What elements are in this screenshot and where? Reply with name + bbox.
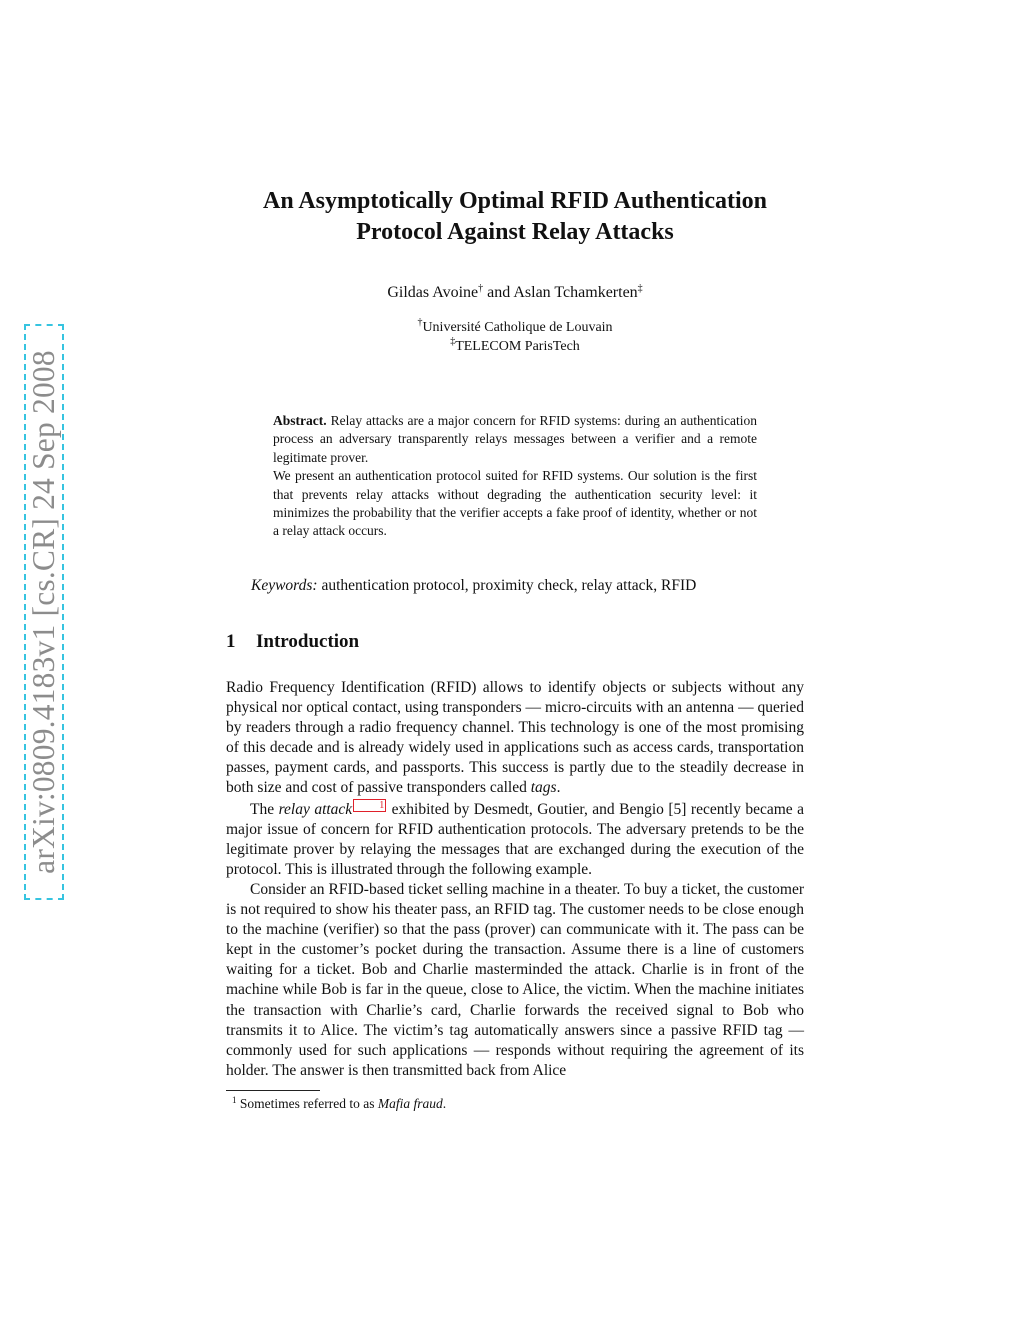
author-2-mark: ‡ (637, 283, 643, 294)
abstract-para-1 (273, 412, 757, 467)
author-1-mark: † (478, 283, 484, 294)
paragraph-2-emphasis: relay attack (278, 800, 353, 818)
affiliation-1-mark: † (417, 317, 423, 328)
paragraph-1 (226, 678, 804, 799)
footnote-text: Sometimes referred to as (239, 1096, 378, 1111)
paragraph-1-end: . (556, 779, 561, 797)
section-number: 1 (226, 631, 236, 652)
footnote-mark: 1 (232, 1095, 237, 1105)
keywords-label: Keywords: (251, 577, 318, 594)
abstract (273, 412, 757, 541)
affiliation-2-name: TELECOM ParisTech (455, 339, 580, 354)
footnote-rule (226, 1090, 320, 1091)
abstract-label: Abstract. (273, 413, 327, 428)
affiliation-2-mark: ‡ (450, 336, 456, 347)
author-2: Aslan Tchamkerten (513, 284, 638, 301)
footnote-end: . (442, 1096, 447, 1111)
section-heading (226, 631, 359, 653)
title-line-2: Protocol Against Relay Attacks (356, 219, 674, 245)
section-title: Introduction (256, 631, 360, 652)
title-line-1: An Asymptotically Optimal RFID Authentication (262, 188, 768, 214)
abstract-para-2: We present an authentication protocol suited for RFID systems. Our solution is the first that prevents relay attacks without degrading the authentication security level: it minimizes the probability that the verifier accepts a fake proof of identity, whether or not a relay attack occurs. (273, 468, 757, 539)
affiliation-1 (200, 317, 830, 336)
paper-title (200, 186, 830, 248)
paragraph-1-text: Radio Frequency Identification (RFID) allows to identify objects or subjects without any physical nor optical contact, using transponders — micro-circuits with an antenna — queried by readers through a radio frequency channel. This technology is one of the most promising of this decade and is already widely used in applications such as access cards, transportation passes, payment cards, and passports. This success is partly due to the steadily decrease in both size and cost of passive transponders called (226, 679, 804, 797)
paragraph-3: Consider an RFID-based ticket selling machine in a theater. To buy a ticket, the customer is not required to show his theater pass, an RFID tag. The customer needs to be close enough to the machine (verifier) so that the pass (prover) can communicate with it. The pass can be kept in the customer’s pocket during the transaction. Assume there is a line of customers waiting for a ticket. Bob and Charlie masterminded the attack. Charlie is in front of the machine while Bob is far in the queue, close to Alice, the victim. When the machine initiates the transaction with Charlie’s card, Charlie forwards the received signal to Bob who transmits it to Alice. The victim’s tag automatically answers since a passive RFID tag — commonly used for such applications — responds without requiring the agreement of its holder. The answer is then transmitted back from Alice (226, 880, 804, 1079)
paragraph-2 (226, 799, 804, 880)
keywords (251, 577, 696, 595)
footnote-ref-link[interactable]: 1 (353, 799, 386, 812)
affiliation-1-name: Université Catholique de Louvain (422, 320, 613, 335)
footnote-emphasis: Mafia fraud (377, 1096, 443, 1111)
paragraph-2-text: exhibited by Desmedt, Goutier, and Bengio [5] recently became a major issue of concern for RFID authentication protocols. The adversary pretends to be the legitimate prover by relaying the messages that are exchanged during the execution of the protocol. This is illustrated through the following example. (226, 800, 804, 878)
arxiv-stamp: arXiv:0809.4183v1 [cs.CR] 24 Sep 2008 (26, 350, 61, 874)
authors (200, 284, 830, 302)
footnote (232, 1096, 446, 1112)
keywords-text: authentication protocol, proximity check, relay attack, RFID (321, 577, 697, 594)
paragraph-1-emphasis: tags (530, 779, 557, 797)
author-1: Gildas Avoine (387, 284, 479, 301)
affiliation-2 (200, 336, 830, 355)
abstract-text-1: Relay attacks are a major concern for RFID systems: during an authentication process an adversary transparently relays messages between a verifier and a remote legitimate prover. (273, 413, 757, 465)
paragraph-2-start: The (250, 800, 279, 818)
body-text (226, 678, 804, 1081)
authors-and: and (483, 284, 514, 301)
